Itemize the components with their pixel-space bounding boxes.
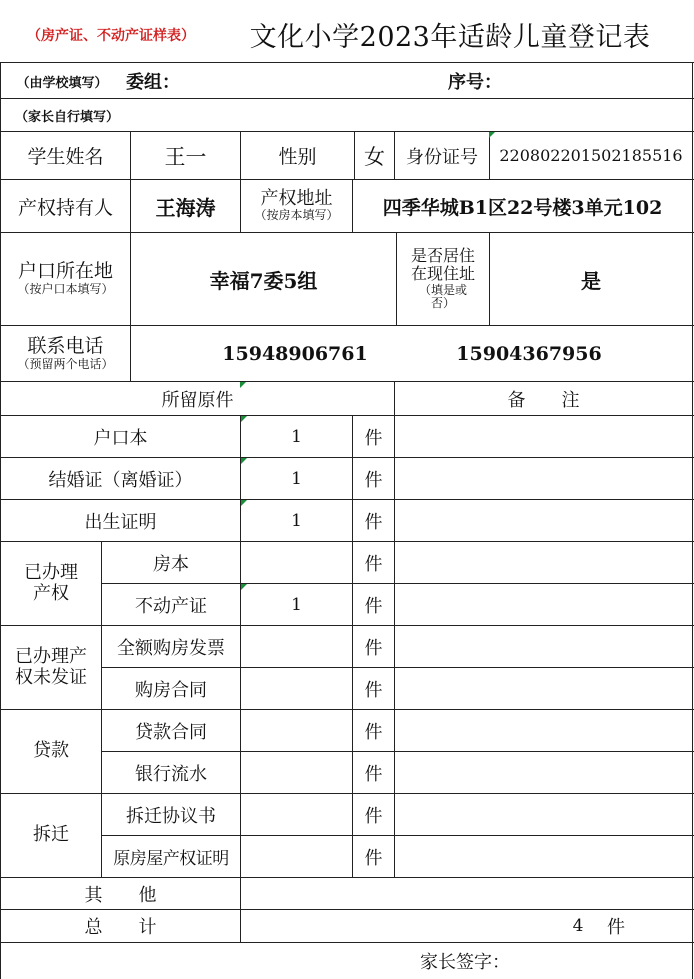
property-address-label-cell <box>241 180 352 232</box>
group-label <box>1 794 101 877</box>
school-fill-note: （由学校填写） <box>16 75 108 91</box>
doc-label: 银行流水 <box>135 763 207 785</box>
live-question-line1: 是否居住 <box>410 245 475 265</box>
parent-signature-field[interactable] <box>530 946 690 976</box>
doc-unit: 件 <box>364 469 383 491</box>
doc-label: 贷款合同 <box>135 721 207 743</box>
committee-label: 委组： <box>126 72 180 93</box>
live-question-line2: 在现住址 <box>410 264 475 284</box>
doc-count[interactable] <box>241 710 352 751</box>
doc-label: 房本 <box>153 553 189 575</box>
doc-remark[interactable] <box>395 416 692 457</box>
doc-unit: 件 <box>364 847 383 869</box>
doc-count[interactable]: 1 <box>291 510 302 531</box>
group-label <box>1 710 101 793</box>
committee-field[interactable] <box>196 64 436 98</box>
doc-unit: 件 <box>364 805 383 827</box>
total-unit: 件 <box>607 917 625 938</box>
doc-unit: 件 <box>364 553 383 575</box>
live-question-note1: （填是或 <box>418 282 467 297</box>
doc-count[interactable] <box>241 794 352 835</box>
phone-2[interactable]: 15904367956 <box>456 342 602 365</box>
serial-label: 序号： <box>448 72 502 93</box>
doc-label: 结婚证（离婚证） <box>48 469 193 491</box>
doc-unit: 件 <box>364 679 383 701</box>
property-address-value[interactable]: 四季华城B1区22号楼3单元102 <box>382 196 663 219</box>
serial-field[interactable] <box>518 64 688 98</box>
gender-value[interactable]: 女 <box>364 144 385 169</box>
property-holder-label: 产权持有人 <box>17 196 113 219</box>
group-label-line1: 贷款 <box>33 740 69 762</box>
total-label: 总 计 <box>84 917 157 938</box>
doc-count[interactable] <box>241 836 352 877</box>
id-number-label: 身份证号 <box>406 146 478 168</box>
parent-signature-label: 家长签字： <box>420 952 510 973</box>
household-note: （按户口本填写） <box>17 282 114 297</box>
doc-label: 不动产证 <box>135 595 207 617</box>
id-number-value[interactable]: 220802201502185516 <box>499 146 683 165</box>
doc-label: 拆迁协议书 <box>126 805 216 827</box>
group-label-line2: 产权 <box>33 582 69 604</box>
doc-count[interactable]: 1 <box>291 468 302 489</box>
live-at-address-question <box>397 233 489 325</box>
doc-label: 出生证明 <box>84 511 157 533</box>
doc-unit: 件 <box>364 637 383 659</box>
doc-count[interactable] <box>241 542 352 583</box>
doc-label: 原房屋产权证明 <box>113 849 229 869</box>
doc-unit: 件 <box>364 427 383 449</box>
doc-count[interactable]: 1 <box>291 426 302 447</box>
docs-header-remarks: 备 注 <box>507 389 580 411</box>
docs-header-originals: 所留原件 <box>161 389 234 411</box>
property-holder-value[interactable]: 王海涛 <box>155 195 216 220</box>
group-label-line2: 权未发证 <box>15 666 87 688</box>
property-address-label: 产权地址 <box>260 187 333 209</box>
contact-label-cell <box>1 326 130 381</box>
contact-note: （预留两个电话） <box>17 356 114 371</box>
form-subtitle: （房产证、不动产证样表） <box>27 28 195 44</box>
doc-unit: 件 <box>364 763 383 785</box>
property-address-note: （按房本填写） <box>254 208 339 223</box>
doc-count[interactable] <box>241 626 352 667</box>
group-label-line1: 拆迁 <box>33 824 69 846</box>
doc-unit: 件 <box>364 721 383 743</box>
parent-fill-note: （家长自行填写） <box>14 109 119 125</box>
doc-count[interactable] <box>241 668 352 709</box>
household-label: 户口所在地 <box>17 260 113 283</box>
group-label-line1: 已办理 <box>24 561 78 583</box>
gender-label: 性别 <box>278 146 317 168</box>
phone-1[interactable]: 15948906761 <box>222 342 368 365</box>
doc-count[interactable] <box>241 752 352 793</box>
doc-remark[interactable] <box>395 542 692 877</box>
group-label <box>1 542 101 625</box>
household-label-cell <box>1 233 130 325</box>
live-at-address-value[interactable]: 是 <box>581 268 601 293</box>
doc-unit: 件 <box>364 595 383 617</box>
other-label: 其 他 <box>84 884 157 906</box>
student-name-value[interactable]: 王一 <box>164 144 207 169</box>
student-name-label: 学生姓名 <box>27 146 104 168</box>
doc-remark[interactable] <box>395 458 692 499</box>
live-question-note2: 否） <box>430 296 455 311</box>
household-value[interactable]: 幸福7委5组 <box>209 268 318 293</box>
other-field[interactable] <box>241 878 692 909</box>
contact-label: 联系电话 <box>27 334 104 357</box>
doc-count[interactable]: 1 <box>291 594 302 615</box>
group-label <box>1 626 101 709</box>
doc-label: 购房合同 <box>135 679 207 701</box>
doc-remark[interactable] <box>395 500 692 541</box>
doc-unit: 件 <box>364 511 383 533</box>
group-label-line1: 已办理产 <box>15 645 87 667</box>
total-value[interactable]: 4 <box>572 916 584 936</box>
form-title: 文化小学2023年适龄儿童登记表 <box>249 21 651 53</box>
doc-label: 全额购房发票 <box>117 637 225 659</box>
doc-label: 户口本 <box>93 427 148 449</box>
